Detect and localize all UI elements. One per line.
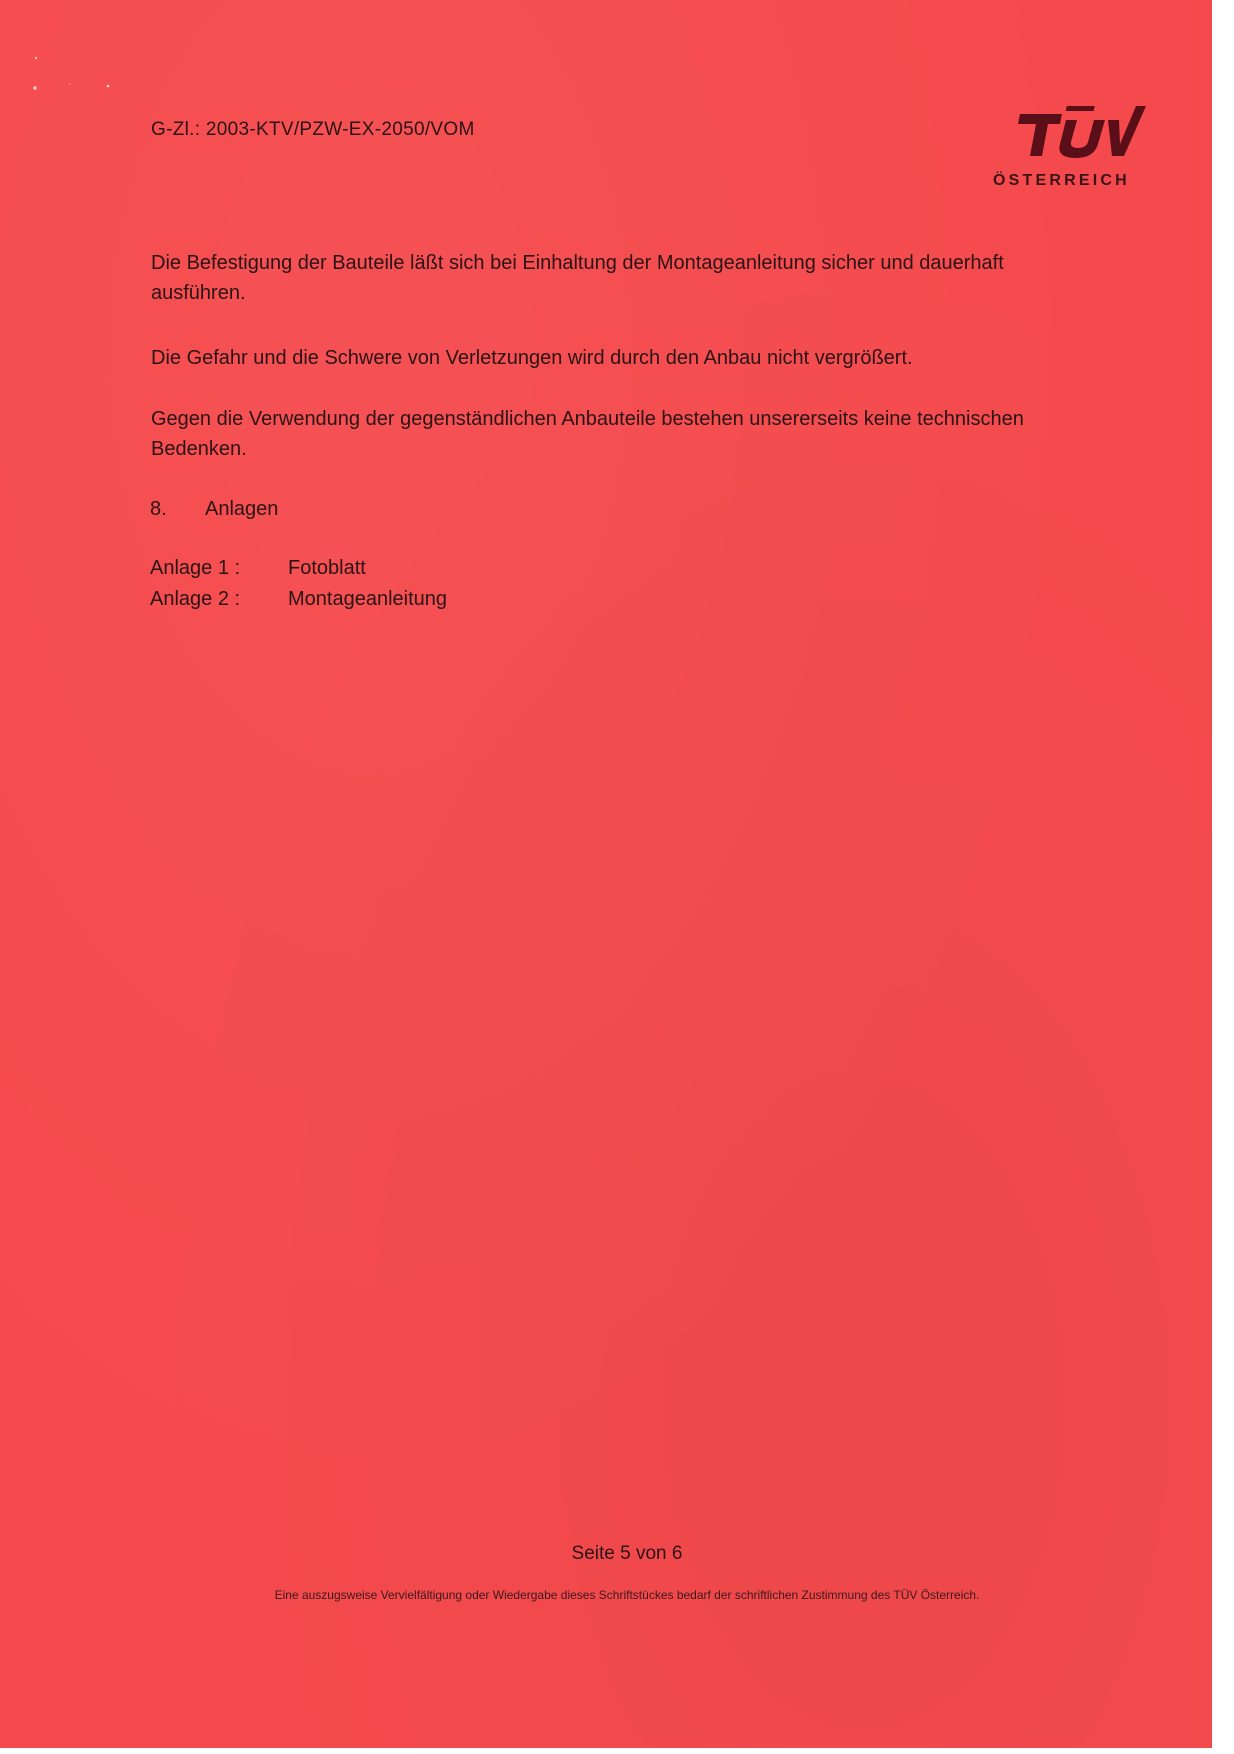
section-number: 8. xyxy=(150,498,167,520)
logo-country: ÖSTERREICH xyxy=(993,172,1130,189)
tuv-logo xyxy=(990,100,1160,195)
tuv-logo-icon xyxy=(1016,100,1146,162)
attachment-row xyxy=(150,557,366,580)
attachment-label: Anlage 1 : xyxy=(150,557,241,579)
section-heading xyxy=(150,498,278,521)
scan-border-bottom xyxy=(0,1748,1234,1754)
paragraph-injury: Die Gefahr und die Schwere von Verletzungen wird durch den Anbau nicht vergrößert. xyxy=(151,347,913,369)
scan-specks xyxy=(30,50,120,100)
paragraph-concerns: Gegen die Verwendung der gegenständlichen Anbauteile bestehen unsererseits keine technischen Bedenken. xyxy=(151,408,1024,460)
scan-border-right xyxy=(1212,0,1234,1754)
section-title: Anlagen xyxy=(205,498,279,520)
reference-number: G-Zl.: 2003-KTV/PZW-EX-2050/VOM xyxy=(151,119,475,140)
attachment-label: Anlage 2 : xyxy=(150,588,241,610)
attachment-value: Montageanleitung xyxy=(288,588,448,610)
attachment-row xyxy=(150,588,447,611)
copyright-notice: Eine auszugsweise Vervielfältigung oder Wiedergabe dieses Schriftstückes bedarf der schriftlichen Zustimmung des TÜV Österreich. xyxy=(274,1588,980,1602)
page-number: Seite 5 von 6 xyxy=(571,1543,683,1564)
attachment-value: Fotoblatt xyxy=(288,557,366,579)
paragraph-mounting: Die Befestigung der Bauteile läßt sich bei Einhaltung der Montageanleitung sicher und dauerhaft ausführen. xyxy=(151,252,1004,304)
